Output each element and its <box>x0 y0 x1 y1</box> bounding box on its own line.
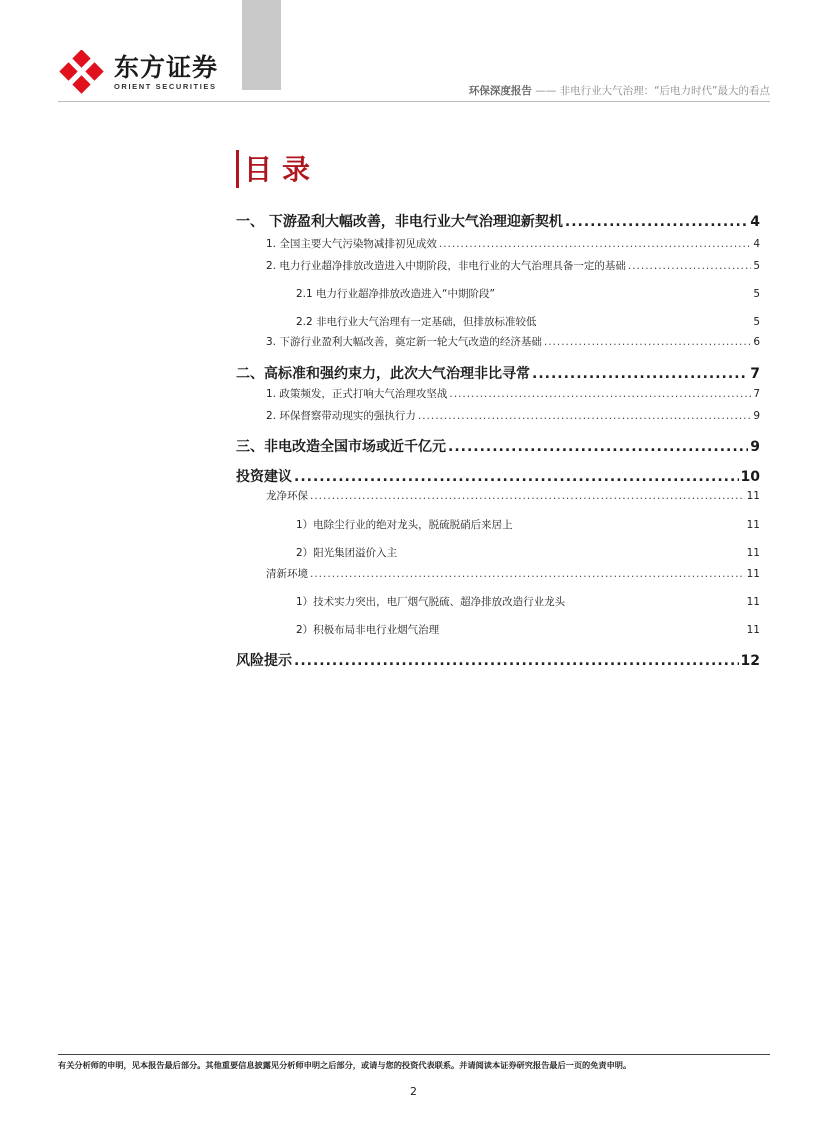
toc-entry-1-2[interactable] <box>266 258 760 273</box>
toc-entry-label: 2.1 电力行业超净排放改造进入“中期阶段” <box>296 288 495 300</box>
toc-entry-label: 1）电除尘行业的绝对龙头，脱硫脱硝后来居上 <box>296 519 513 531</box>
toc-entry-label: 3. 下游行业盈利大幅改善，奠定新一轮大气改造的经济基础 <box>266 336 542 348</box>
toc-entry-qingxin[interactable] <box>266 566 760 581</box>
toc-entry-section-3[interactable] <box>236 436 760 456</box>
toc-title: 目录 <box>244 153 321 186</box>
page-number: 2 <box>410 1085 417 1098</box>
brand-logo <box>58 50 218 96</box>
footer-divider <box>58 1054 770 1055</box>
toc-page-number: 11 <box>746 624 760 636</box>
toc-page-number: 7 <box>750 366 760 382</box>
toc-page-number: 11 <box>746 568 760 580</box>
header-separator: —— <box>535 85 557 97</box>
toc-leader-dots <box>532 366 748 382</box>
toc-entry-label: 2）积极布局非电行业烟气治理 <box>296 624 440 636</box>
toc-page-number: 11 <box>746 596 760 608</box>
toc-leader-dots <box>448 439 748 455</box>
toc-entry-label: 风险提示 <box>236 653 292 669</box>
toc-entry-label: 2. 环保督察带动现实的强执行力 <box>266 410 416 422</box>
toc-entry-label: 三、非电改造全国市场或近千亿元 <box>236 439 446 455</box>
footer-disclaimer: 有关分析师的申明，见本报告最后部分。其他重要信息披露见分析师申明之后部分，或请与您的投资代表联系。并请阅读本证券研究报告最后一页的免责申明。 <box>58 1060 632 1070</box>
toc-page-number: 9 <box>750 439 760 455</box>
toc-entry-label: 2）阳光集团溢价入主 <box>296 547 398 559</box>
toc-page-number: 12 <box>740 653 760 669</box>
toc-entry-label: 2.2 非电行业大气治理有一定基础，但排放标准较低 <box>296 316 537 328</box>
orient-logo-icon <box>58 50 108 96</box>
toc-entry-1-3[interactable] <box>266 334 760 349</box>
toc-page-number: 4 <box>750 214 760 230</box>
toc-page-number: 11 <box>746 490 760 502</box>
toc-entry-label: 1. 全国主要大气污染物减排初见成效 <box>266 238 437 250</box>
toc-entry-2-1[interactable] <box>296 286 760 301</box>
toc-page-number: 10 <box>740 469 760 485</box>
toc-page-number: 11 <box>746 547 760 559</box>
toc-entry-2-2[interactable] <box>296 314 760 329</box>
toc-entry-label: 投资建议 <box>236 469 292 485</box>
toc-entry-label: 二、高标准和强约束力，此次大气治理非比寻常 <box>236 366 530 382</box>
toc-leader-dots <box>544 336 751 348</box>
toc-leader-dots <box>310 490 745 502</box>
header-grey-tab <box>242 0 281 90</box>
report-subtitle: 非电行业大气治理：“后电力时代”最大的看点 <box>559 85 770 97</box>
toc-entry-2-item-2[interactable] <box>266 408 760 423</box>
toc-page-number: 4 <box>753 238 760 250</box>
toc-entry-section-2[interactable] <box>236 363 760 383</box>
toc-page-number: 7 <box>753 388 760 400</box>
toc-page-number: 5 <box>753 288 760 300</box>
toc-entry-label: 1）技术实力突出，电厂烟气脱硫、超净排放改造行业龙头 <box>296 596 566 608</box>
toc-entry-longjing-2[interactable] <box>296 545 760 560</box>
toc-entry-longjing-1[interactable] <box>296 517 760 532</box>
toc-page-number: 9 <box>753 410 760 422</box>
toc-leader-dots <box>294 469 739 485</box>
toc-leader-dots <box>449 388 751 400</box>
toc-leader-dots <box>439 238 751 250</box>
toc-entry-investment[interactable] <box>236 466 760 486</box>
toc-entry-section-1[interactable] <box>236 211 760 231</box>
toc-entry-longjing[interactable] <box>266 488 760 503</box>
toc-entry-label: 1. 政策频发，正式打响大气治理攻坚战 <box>266 388 448 400</box>
toc-entry-qingxin-2[interactable] <box>296 622 760 637</box>
toc-entry-label: 龙净环保 <box>266 490 308 502</box>
toc-entry-1-1[interactable] <box>266 236 760 251</box>
toc-entry-label: 2. 电力行业超净排放改造进入中期阶段，非电行业的大气治理具备一定的基础 <box>266 260 626 272</box>
toc-leader-dots <box>310 568 745 580</box>
toc-leader-dots <box>565 214 748 230</box>
brand-name-cn: 东方证券 <box>114 53 219 82</box>
toc-page-number: 5 <box>753 260 760 272</box>
toc-leader-dots <box>418 410 751 422</box>
toc-entry-label: 清新环境 <box>266 568 308 580</box>
toc-leader-dots <box>294 653 739 669</box>
header-divider <box>58 101 770 102</box>
toc-page-number: 6 <box>753 336 760 348</box>
running-header <box>400 83 770 98</box>
toc-entry-label: 一、 下游盈利大幅改善，非电行业大气治理迎新契机 <box>236 214 563 230</box>
report-type: 环保深度报告 <box>468 85 532 97</box>
toc-entry-risk[interactable] <box>236 650 760 670</box>
toc-page-number: 11 <box>746 519 760 531</box>
toc-leader-dots <box>628 260 751 272</box>
toc-entry-2-item-1[interactable] <box>266 386 760 401</box>
brand-name-en: ORIENT SECURITIES <box>114 82 217 91</box>
toc-entry-qingxin-1[interactable] <box>296 594 760 609</box>
toc-page-number: 5 <box>753 316 760 328</box>
toc-title-bar <box>236 150 239 188</box>
